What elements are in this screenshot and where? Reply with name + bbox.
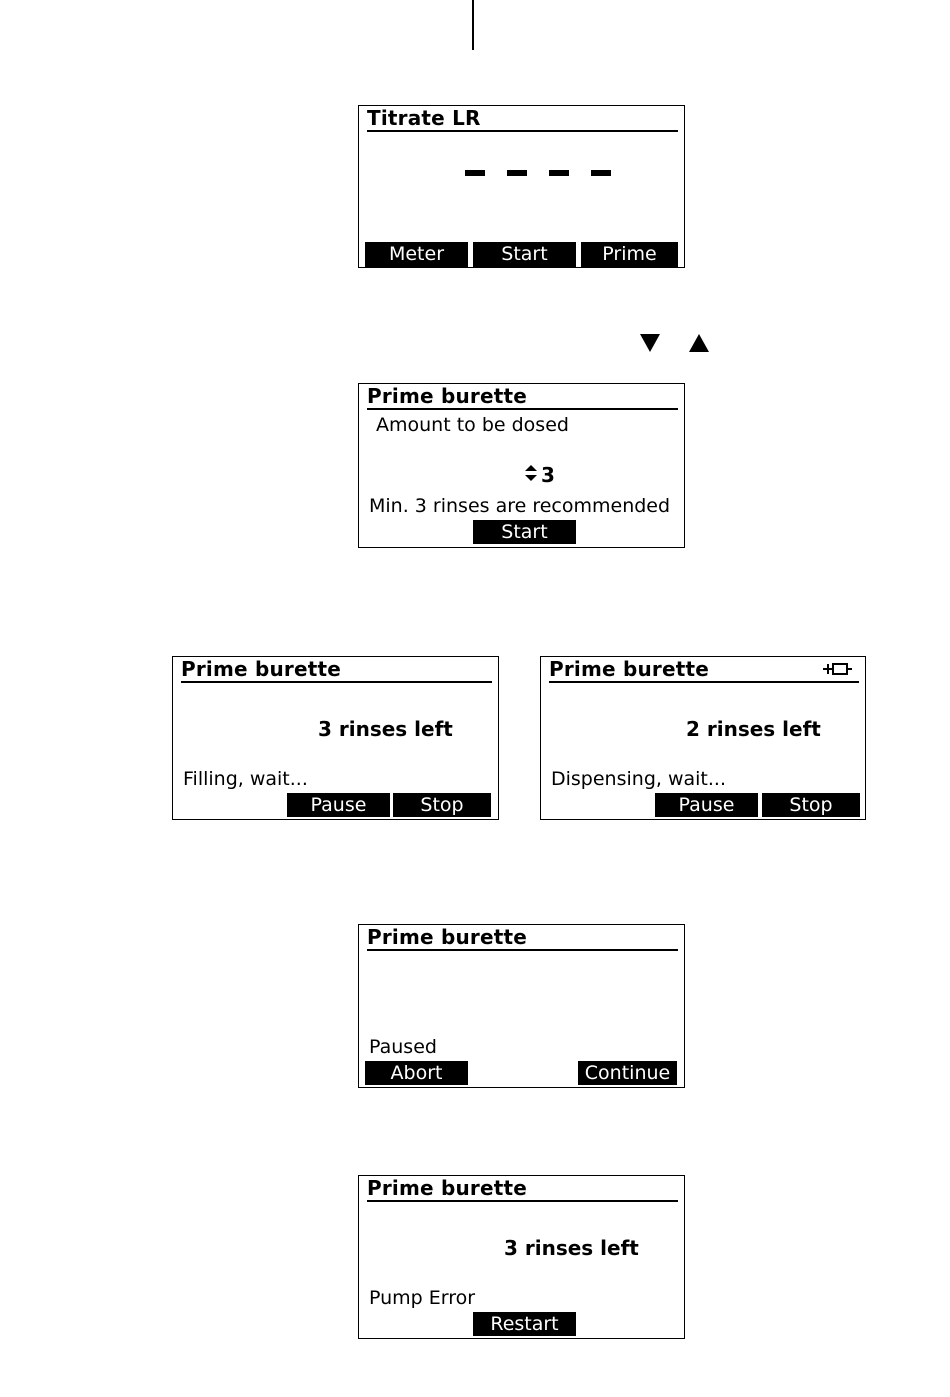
screen-filling: [172, 656, 499, 820]
prompt-label: Amount to be dosed: [376, 414, 569, 436]
start-softkey[interactable]: Start: [473, 242, 576, 267]
screen-title: Prime burette: [367, 1176, 678, 1202]
screen-title: Prime burette: [367, 925, 678, 951]
reading-dash: [549, 170, 569, 176]
screen-error: [358, 1175, 685, 1339]
stop-softkey[interactable]: Stop: [393, 793, 491, 817]
screen-title: Prime burette: [181, 657, 492, 683]
screen-paused: [358, 924, 685, 1088]
status-text: Dispensing, wait...: [551, 768, 726, 790]
reading-dash: [465, 170, 485, 176]
up-arrow-icon: [688, 333, 710, 353]
stop-softkey[interactable]: Stop: [762, 793, 860, 817]
reading-dash: [591, 170, 611, 176]
screen-title: Prime burette: [549, 657, 859, 683]
screen-titrate: [358, 105, 685, 268]
prime-softkey[interactable]: Prime: [581, 242, 678, 267]
rinses-left-text: 2 rinses left: [686, 717, 821, 741]
screen-title: Titrate LR: [367, 106, 678, 132]
screen-dispensing: [540, 656, 866, 820]
burette-pump-icon: [823, 661, 853, 677]
up-down-icon: [524, 464, 538, 482]
page-top-rule: [472, 0, 474, 50]
status-text: Paused: [369, 1036, 437, 1058]
rinses-left-text: 3 rinses left: [318, 717, 453, 741]
pause-softkey[interactable]: Pause: [287, 793, 390, 817]
start-softkey[interactable]: Start: [473, 520, 576, 544]
abort-softkey[interactable]: Abort: [365, 1061, 468, 1085]
reading-dash: [507, 170, 527, 176]
screen-prime-setup: [358, 383, 685, 548]
recommendation-hint: Min. 3 rinses are recommended: [369, 495, 671, 517]
rinses-left-text: 3 rinses left: [504, 1236, 639, 1260]
status-text: Pump Error: [369, 1287, 476, 1309]
meter-softkey[interactable]: Meter: [365, 242, 468, 267]
rinse-count-value[interactable]: 3: [541, 463, 555, 487]
screen-title: Prime burette: [367, 384, 678, 410]
continue-softkey[interactable]: Continue: [578, 1061, 677, 1085]
down-arrow-icon: [639, 333, 661, 353]
pause-softkey[interactable]: Pause: [655, 793, 758, 817]
status-text: Filling, wait...: [183, 768, 308, 790]
restart-softkey[interactable]: Restart: [473, 1312, 576, 1336]
